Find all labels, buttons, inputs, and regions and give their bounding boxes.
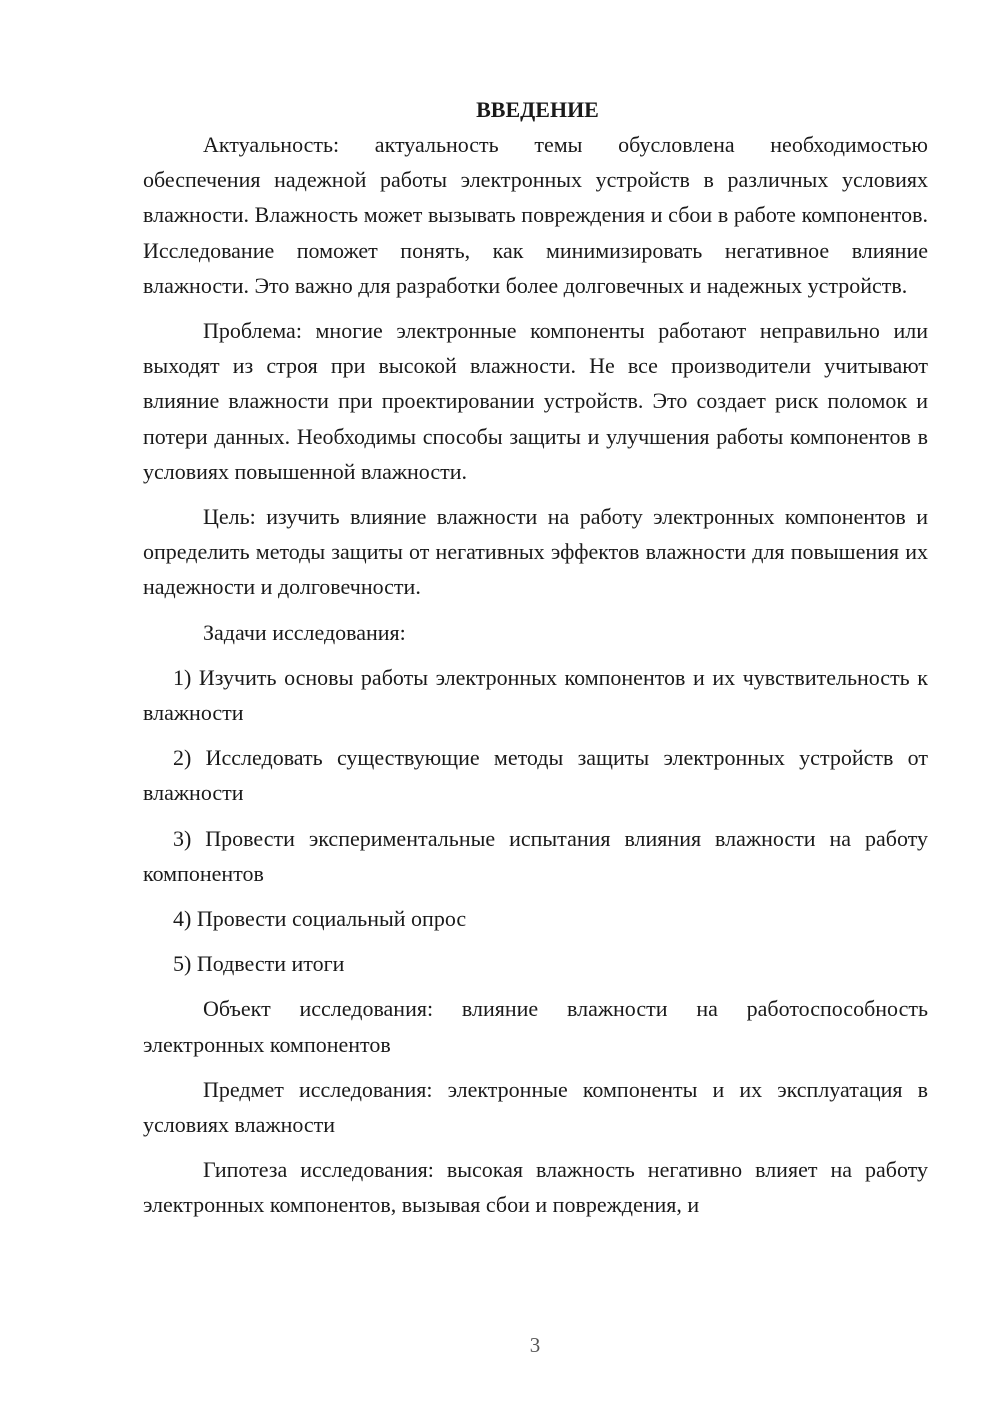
task-item-2: 2) Исследовать существующие методы защиты электронных устройств от влажности: [143, 745, 928, 806]
paragraph-relevance: Актуальность: актуальность темы обусловлена необходимостью обеспечения надежной работы электронных устройств в различных условиях влажности. Влажность может вызывать повреждения и сбои в работе компонентов. Исследование поможет понять, как минимизировать негативное влияние влажности. Это важно для разработки более долговечных и надежных устройств.: [143, 132, 928, 298]
paragraph-tasks-title: Задачи исследования:: [203, 619, 406, 645]
task-item-3: 3) Провести экспериментальные испытания влияния влажности на работу компонентов: [143, 825, 928, 886]
paragraph-subject: Предмет исследования: электронные компоненты и их эксплуатация в условиях влажности: [143, 1076, 928, 1138]
paragraph-problem: Проблема: многие электронные компоненты работают неправильно или выходят из строя при высокой влажности. Не все производители учитывают влияние влажности при проектировании устройств. Это создает риск поломок и потери данных. Необходимы способы защиты и улучшения работы компонентов в условиях повышенной влажности.: [143, 318, 928, 484]
paragraph-goal: Цель: изучить влияние влажности на работу электронных компонентов и определить методы защиты от негативных эффектов влажности для повышения их надежности и долговечности.: [143, 504, 928, 600]
section-heading: ВВЕДЕНИЕ: [476, 97, 599, 122]
paragraph-hypothesis: Гипотеза исследования: высокая влажность негативно влияет на работу электронных компонентов, вызывая сбои и повреждения, и: [143, 1157, 928, 1218]
task-item-1: 1) Изучить основы работы электронных компонентов и их чувствительность к влажности: [143, 664, 928, 726]
paragraph-object: Объект исследования: влияние влажности на работоспособность электронных компонентов: [143, 996, 928, 1057]
page-content: [143, 92, 928, 1223]
task-item-5: 5) Подвести итоги: [173, 951, 345, 977]
page-number: 3: [529, 1333, 541, 1357]
task-item-4: 4) Провести социальный опрос: [173, 906, 467, 932]
